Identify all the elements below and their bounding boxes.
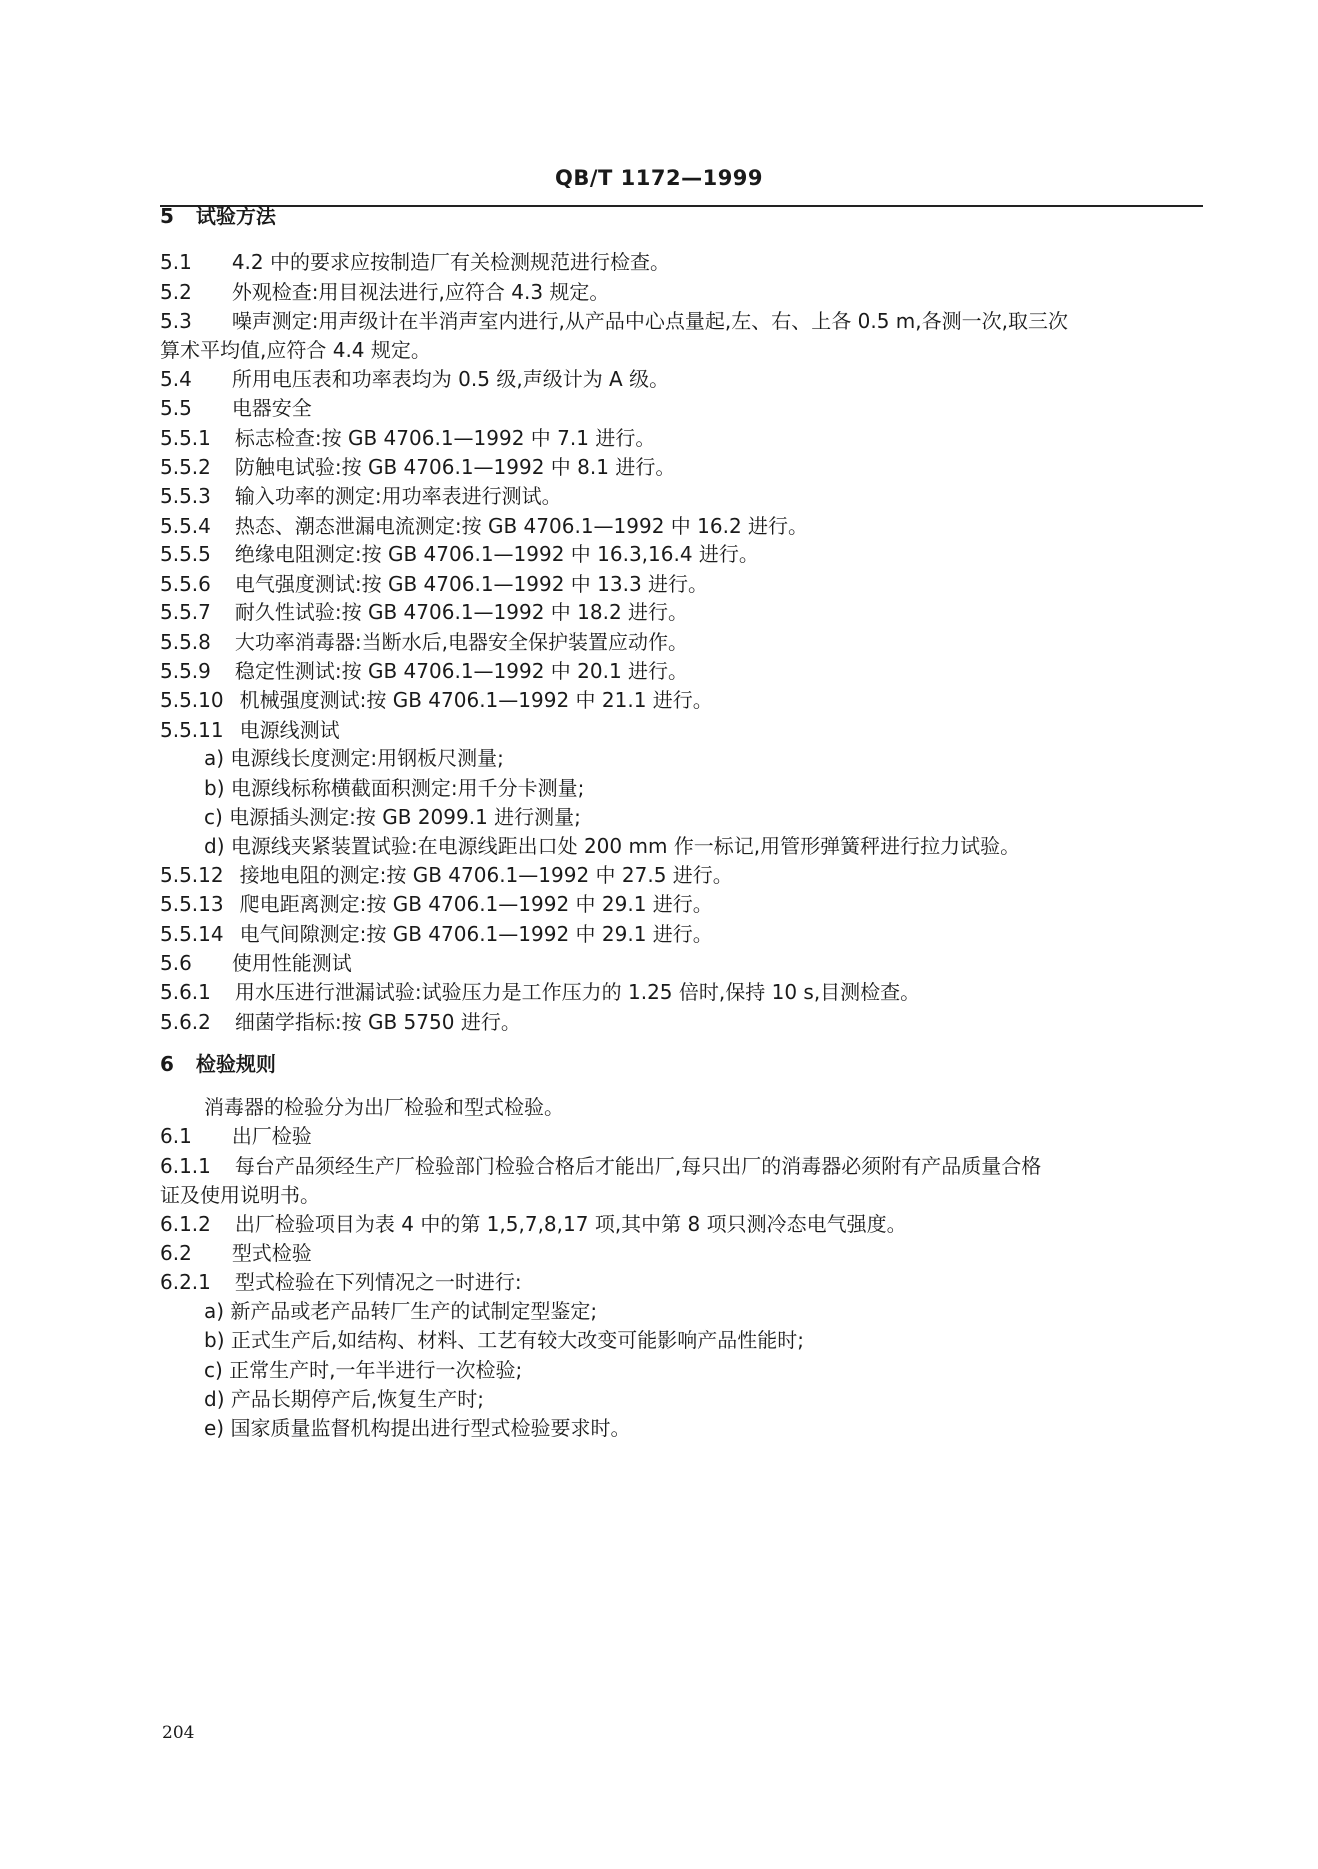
clause-text: 细菌学指标:按 GB 5750 进行。 <box>234 1010 521 1034</box>
clause-text: 消毒器的检验分为出厂检验和型式检验。 <box>204 1095 564 1119</box>
text-line <box>204 746 504 770</box>
clause-text: 噪声测定:用声级计在半消声室内进行,从产品中心点量起,左、右、上各 0.5 m,各测一次,取三次 <box>231 309 1068 333</box>
clause-5-5-13 <box>160 892 713 916</box>
clause-text: 电器安全 <box>231 396 312 420</box>
clause-number: 5.5.7 <box>160 600 211 624</box>
clause-number: 5.5.13 <box>160 892 224 916</box>
clause-number: 6 <box>160 1052 174 1076</box>
clause-text: d) 产品长期停产后,恢复生产时; <box>204 1387 484 1411</box>
clause-text: 证及使用说明书。 <box>160 1183 320 1207</box>
clause-number: 5.5.11 <box>160 718 224 742</box>
clause-text: a) 电源线长度测定:用钢板尺测量; <box>204 746 504 770</box>
clause-text: 出厂检验 <box>231 1124 312 1148</box>
clause-6-1-2 <box>160 1212 907 1236</box>
clause-5-2 <box>160 280 609 304</box>
clause-text: 用水压进行泄漏试验:试验压力是工作压力的 1.25 倍时,保持 10 s,目测检查。 <box>234 980 921 1004</box>
clause-number: 5.5.2 <box>160 455 211 479</box>
clause-5-1 <box>160 250 670 274</box>
clause-6 <box>160 1052 276 1076</box>
clause-number: 5.2 <box>160 280 192 304</box>
clause-text: 稳定性测试:按 GB 4706.1—1992 中 20.1 进行。 <box>234 659 689 683</box>
clause-text: 热态、潮态泄漏电流测定:按 GB 4706.1—1992 中 16.2 进行。 <box>234 514 809 538</box>
clause-number: 5.5.14 <box>160 922 224 946</box>
clause-text: 耐久性试验:按 GB 4706.1—1992 中 18.2 进行。 <box>234 600 689 624</box>
clause-6-2-1 <box>160 1270 522 1294</box>
clause-text: a) 新产品或老产品转厂生产的试制定型鉴定; <box>204 1299 598 1323</box>
clause-text: 电源线测试 <box>239 718 340 742</box>
clause-number: 5.4 <box>160 367 192 391</box>
clause-text: 外观检查:用目视法进行,应符合 4.3 规定。 <box>231 280 610 304</box>
clause-number: 5.5.8 <box>160 630 211 654</box>
text-line <box>204 834 1020 858</box>
clause-6-2 <box>160 1241 312 1265</box>
clause-5-5-8 <box>160 630 688 654</box>
text-line <box>204 1387 484 1411</box>
clause-5-5-9 <box>160 659 688 683</box>
clause-text: 机械强度测试:按 GB 4706.1—1992 中 21.1 进行。 <box>239 688 713 712</box>
clause-text: 接地电阻的测定:按 GB 4706.1—1992 中 27.5 进行。 <box>239 863 733 887</box>
clause-number: 5.5.4 <box>160 514 211 538</box>
clause-number: 5.3 <box>160 309 192 333</box>
clause-text: 电气间隙测定:按 GB 4706.1—1992 中 29.1 进行。 <box>239 922 713 946</box>
clause-5-4 <box>160 367 669 391</box>
clause-text: 检验规则 <box>195 1052 276 1076</box>
clause-6-1 <box>160 1124 312 1148</box>
clause-5-5-1 <box>160 426 655 450</box>
clause-text: 爬电距离测定:按 GB 4706.1—1992 中 29.1 进行。 <box>239 892 713 916</box>
clause-number: 5.6 <box>160 951 192 975</box>
text-line <box>204 1299 597 1323</box>
clause-5-5-14 <box>160 922 713 946</box>
clause-number: 6.2.1 <box>160 1270 211 1294</box>
clause-number: 5.5 <box>160 396 192 420</box>
clause-text: 大功率消毒器:当断水后,电器安全保护装置应动作。 <box>234 630 688 654</box>
standard-code-header: QB/T 1172—1999 <box>554 166 764 190</box>
clause-5-6-1 <box>160 980 920 1004</box>
clause-number: 5.5.1 <box>160 426 211 450</box>
clause-number: 6.2 <box>160 1241 192 1265</box>
clause-text: 型式检验在下列情况之一时进行: <box>234 1270 522 1294</box>
clause-5-5-11 <box>160 718 340 742</box>
clause-6-1-1 <box>160 1154 1041 1178</box>
clause-text: 输入功率的测定:用功率表进行测试。 <box>234 484 562 508</box>
clause-text: b) 正式生产后,如结构、材料、工艺有较大改变可能影响产品性能时; <box>204 1328 804 1352</box>
clause-number: 5.5.10 <box>160 688 224 712</box>
clause-5-6-2 <box>160 1010 521 1034</box>
header-rule <box>160 205 1203 207</box>
text-line <box>204 805 581 829</box>
clause-5-5-12 <box>160 863 733 887</box>
clause-text: 4.2 中的要求应按制造厂有关检测规范进行检查。 <box>231 250 670 274</box>
clause-text: d) 电源线夹紧装置试验:在电源线距出口处 200 mm 作一标记,用管形弹簧秤进行拉力试验。 <box>204 834 1021 858</box>
clause-5-5-6 <box>160 572 708 596</box>
clause-text: 防触电试验:按 GB 4706.1—1992 中 8.1 进行。 <box>234 455 676 479</box>
clause-5 <box>160 204 276 228</box>
clause-5-5-7 <box>160 600 688 624</box>
clause-text: 绝缘电阻测定:按 GB 4706.1—1992 中 16.3,16.4 进行。 <box>234 542 759 566</box>
clause-number: 5.5.3 <box>160 484 211 508</box>
clause-number: 6.1.2 <box>160 1212 211 1236</box>
clause-text: b) 电源线标称横截面积测定:用千分卡测量; <box>204 776 585 800</box>
clause-5-5 <box>160 396 312 420</box>
clause-number: 5.5.9 <box>160 659 211 683</box>
clause-5-5-4 <box>160 514 808 538</box>
clause-5-5-3 <box>160 484 562 508</box>
page-number: 204 <box>162 1723 195 1743</box>
clause-text: 算术平均值,应符合 4.4 规定。 <box>160 338 431 362</box>
clause-text: 出厂检验项目为表 4 中的第 1,5,7,8,17 项,其中第 8 项只测冷态电气强度。 <box>234 1212 907 1236</box>
text-line <box>204 1095 564 1119</box>
clause-number: 6.1 <box>160 1124 192 1148</box>
text-line <box>204 1358 522 1382</box>
text-line <box>160 338 431 362</box>
clause-number: 5.6.1 <box>160 980 211 1004</box>
text-line <box>204 776 584 800</box>
text-line <box>204 1416 630 1440</box>
clause-text: 电气强度测试:按 GB 4706.1—1992 中 13.3 进行。 <box>234 572 709 596</box>
clause-number: 5.5.5 <box>160 542 211 566</box>
clause-number: 5.5.12 <box>160 863 224 887</box>
clause-5-5-5 <box>160 542 759 566</box>
clause-number: 5.1 <box>160 250 192 274</box>
clause-number: 6.1.1 <box>160 1154 211 1178</box>
clause-text: c) 电源插头测定:按 GB 2099.1 进行测量; <box>204 805 581 829</box>
clause-number: 5.6.2 <box>160 1010 211 1034</box>
clause-text: 标志检查:按 GB 4706.1—1992 中 7.1 进行。 <box>234 426 656 450</box>
clause-5-5-10 <box>160 688 713 712</box>
clause-number: 5 <box>160 204 174 228</box>
clause-text: 型式检验 <box>231 1241 312 1265</box>
clause-text: e) 国家质量监督机构提出进行型式检验要求时。 <box>204 1416 631 1440</box>
clause-5-6 <box>160 951 352 975</box>
clause-5-3 <box>160 309 1068 333</box>
text-line <box>204 1328 804 1352</box>
clause-text: 使用性能测试 <box>231 951 352 975</box>
text-line <box>160 1183 320 1207</box>
clause-text: 所用电压表和功率表均为 0.5 级,声级计为 A 级。 <box>231 367 670 391</box>
clause-text: 试验方法 <box>195 204 276 228</box>
clause-5-5-2 <box>160 455 675 479</box>
clause-text: 每台产品须经生产厂检验部门检验合格后才能出厂,每只出厂的消毒器必须附有产品质量合格 <box>234 1154 1042 1178</box>
clause-number: 5.5.6 <box>160 572 211 596</box>
clause-text: c) 正常生产时,一年半进行一次检验; <box>204 1358 523 1382</box>
